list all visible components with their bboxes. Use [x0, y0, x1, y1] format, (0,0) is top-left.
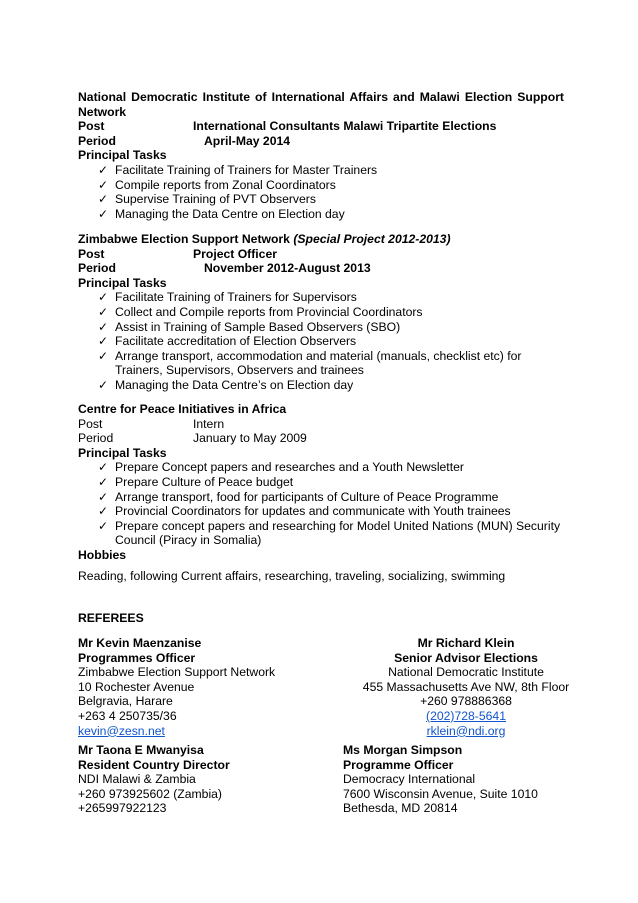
referee-phone: +260 973925602 (Zambia) — [78, 786, 222, 801]
org-name: Centre for Peace Initiatives in Africa — [78, 402, 287, 416]
period-value: November 2012-August 2013 — [204, 261, 371, 276]
referee-address: 455 Massachusetts Ave NW, 8th Floor — [362, 679, 570, 694]
job-ndi-malawi — [78, 90, 564, 221]
referee-title: Resident Country Director — [78, 757, 230, 772]
task-item — [78, 320, 564, 335]
tasks-label: Principal Tasks — [78, 275, 167, 290]
task-text: Prepare Concept papers and researches and a Youth Newsletter — [115, 460, 464, 475]
job-cpia — [78, 402, 564, 563]
task-item — [78, 290, 564, 305]
period-label: Period — [78, 133, 116, 148]
referee-address: Bethesda, MD 20814 — [343, 801, 458, 816]
period-label: Period — [78, 261, 116, 276]
check-icon: ✓ — [98, 206, 109, 221]
task-text: Managing the Data Centre’s on Election day — [115, 377, 354, 392]
org-row — [78, 232, 564, 247]
task-text: Arrange transport, accommodation and material (manuals, checklist etc) for Trainers, Supervisors, Observers and trainees — [115, 348, 522, 378]
check-icon: ✓ — [98, 474, 109, 489]
org-name: National Democratic Institute of International Affairs and Malawi Election Support — [78, 90, 564, 104]
task-text: Collect and Compile reports from Provincial Coordinators — [115, 304, 423, 319]
period-label: Period — [78, 431, 114, 446]
post-value: Project Officer — [193, 246, 277, 261]
referee-email-link[interactable]: rklein@ndi.org — [426, 723, 506, 738]
task-text: Facilitate Training of Trainers for Supervisors — [115, 290, 357, 305]
period-value: April-May 2014 — [204, 133, 291, 148]
referee-phone: +263 4 250735/36 — [78, 708, 177, 723]
check-icon: ✓ — [98, 460, 109, 475]
period-row — [78, 261, 564, 276]
referee-name: Mr Richard Klein — [417, 636, 515, 650]
period-value: January to May 2009 — [193, 431, 307, 446]
tasks-label: Principal Tasks — [78, 445, 167, 460]
post-row — [78, 119, 564, 134]
referee-address: 10 Rochester Avenue — [78, 679, 195, 694]
period-row — [78, 134, 564, 149]
referee-phone: +260 978886368 — [420, 694, 512, 709]
referee-address: 7600 Wisconsin Avenue, Suite 1010 — [343, 786, 538, 801]
check-icon: ✓ — [98, 177, 109, 192]
task-text: Prepare Culture of Peace budget — [115, 474, 294, 489]
referees-section — [78, 611, 564, 626]
org-name: Zimbabwe Election Support Network — [78, 232, 290, 246]
referee-org: Zimbabwe Election Support Network — [78, 665, 276, 680]
referee-name: Mr Taona E Mwanyisa — [78, 743, 204, 757]
check-icon: ✓ — [98, 348, 109, 363]
hobbies-section — [78, 569, 564, 584]
task-item — [78, 207, 564, 222]
referee-phone-link[interactable]: (202)728-5641 — [426, 708, 506, 723]
referees-heading: REFEREES — [78, 611, 144, 625]
task-text: Assist in Training of Sample Based Observers (SBO) — [115, 319, 401, 334]
hobbies-text: Reading, following Current affairs, researching, traveling, socializing, swimming — [78, 569, 506, 583]
check-icon: ✓ — [98, 162, 109, 177]
task-item — [78, 192, 564, 207]
post-row — [78, 417, 564, 432]
task-text: Managing the Data Centre on Election day — [115, 206, 345, 221]
task-item — [78, 519, 564, 548]
task-item — [78, 163, 564, 178]
referee-title: Programme Officer — [343, 757, 454, 772]
referee-card — [78, 743, 230, 816]
period-row — [78, 431, 564, 446]
post-row — [78, 247, 564, 262]
check-icon: ✓ — [98, 518, 109, 533]
task-text: Facilitate Training of Trainers for Master Trainers — [115, 162, 378, 177]
task-item — [78, 378, 564, 393]
referee-phone: +265997922123 — [78, 801, 167, 816]
referee-title: Senior Advisor Elections — [394, 650, 538, 665]
post-label: Post — [78, 416, 103, 431]
org-note: (Special Project 2012-2013) — [293, 232, 451, 246]
referee-org: National Democratic Institute — [388, 665, 544, 680]
check-icon: ✓ — [98, 319, 109, 334]
task-item — [78, 349, 564, 378]
referee-name: Ms Morgan Simpson — [343, 743, 463, 757]
referee-card — [78, 636, 275, 738]
check-icon: ✓ — [98, 377, 109, 392]
task-text: Prepare concept papers and researching for Model United Nations (MUN) Security Council (Piracy in Somalia) — [115, 518, 561, 548]
referee-card — [330, 636, 602, 738]
referee-org: NDI Malawi & Zambia — [78, 772, 196, 787]
hobbies-heading: Hobbies — [78, 547, 127, 562]
task-item — [78, 490, 564, 505]
post-value: International Consultants Malawi Tripartite Elections — [193, 119, 497, 134]
task-item — [78, 504, 564, 519]
task-text: Facilitate accreditation of Election Observers — [115, 334, 357, 349]
post-label: Post — [78, 246, 105, 261]
task-item — [78, 305, 564, 320]
task-text: Arrange transport, food for participants of Culture of Peace Programme — [115, 489, 499, 504]
job-zesn — [78, 232, 564, 393]
post-label: Post — [78, 119, 105, 134]
referee-org: Democracy International — [343, 772, 476, 787]
org-name-cont: Network — [78, 104, 127, 119]
task-text: Compile reports from Zonal Coordinators — [115, 177, 336, 192]
referee-name: Mr Kevin Maenzanise — [78, 636, 202, 650]
check-icon: ✓ — [98, 504, 109, 519]
referee-email-link[interactable]: kevin@zesn.net — [78, 723, 165, 738]
referee-card — [343, 743, 538, 816]
referee-title: Programmes Officer — [78, 650, 196, 665]
task-item — [78, 475, 564, 490]
task-item — [78, 334, 564, 349]
check-icon: ✓ — [98, 489, 109, 504]
task-item — [78, 460, 564, 475]
tasks-label: Principal Tasks — [78, 148, 167, 163]
check-icon: ✓ — [98, 192, 109, 207]
task-text: Provincial Coordinators for updates and communicate with Youth trainees — [115, 504, 511, 519]
task-text: Supervise Training of PVT Observers — [115, 192, 316, 207]
task-item — [78, 178, 564, 193]
check-icon: ✓ — [98, 290, 109, 305]
check-icon: ✓ — [98, 304, 109, 319]
post-value: Intern — [193, 416, 225, 431]
referee-address: Belgravia, Harare — [78, 694, 173, 709]
check-icon: ✓ — [98, 334, 109, 349]
